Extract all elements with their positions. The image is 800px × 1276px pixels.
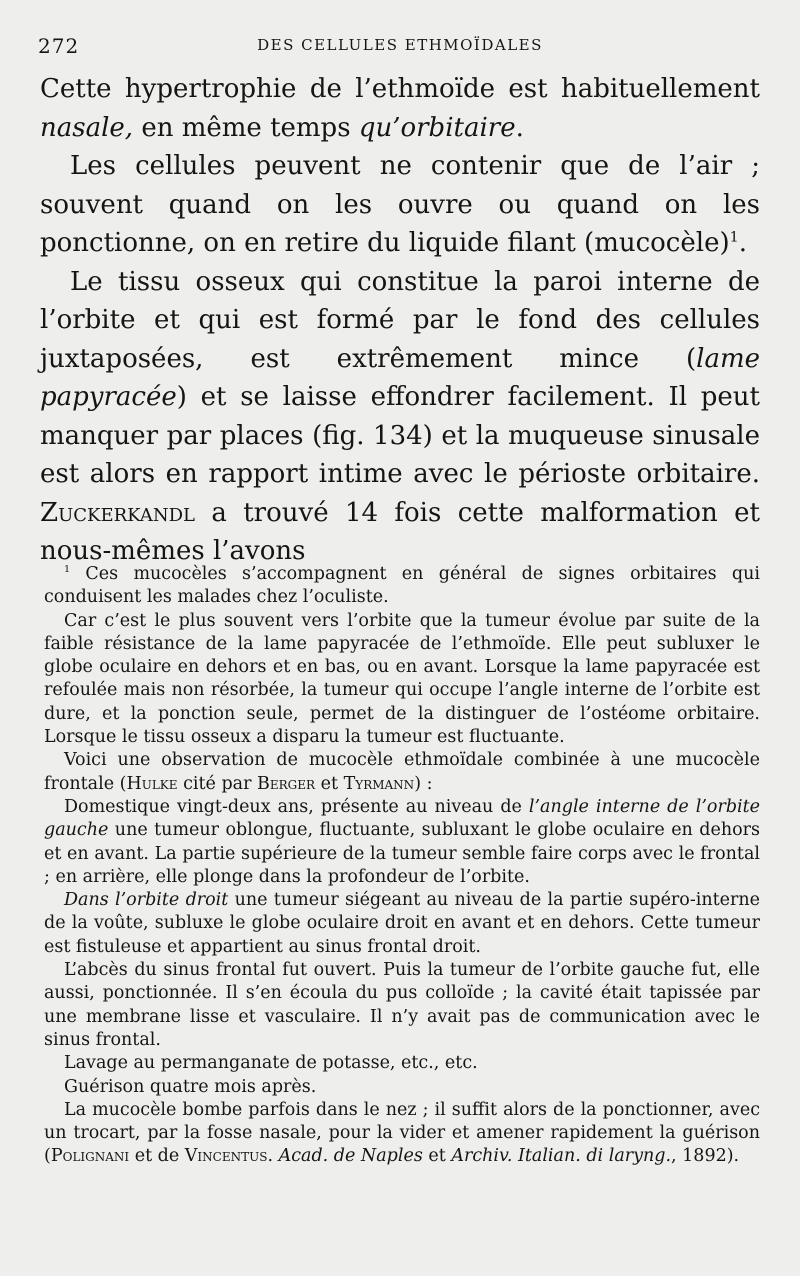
- text-run: .: [738, 228, 747, 258]
- author-name: Zuckerkandl: [40, 497, 195, 528]
- author-name: Tyrmann: [343, 773, 415, 794]
- text-run: a trouvé 14 fois cette malformation et nous-mêmes l’avons: [40, 497, 760, 566]
- main-paragraph-1: [40, 70, 760, 147]
- text-run: et: [422, 1146, 452, 1167]
- italic-run: Acad. de Naples: [278, 1146, 423, 1167]
- footnote-paragraph: [44, 796, 760, 889]
- italic-run: nasale,: [40, 112, 134, 143]
- text-run: Domestique vingt-deux ans, présente au niveau de: [64, 796, 529, 817]
- italic-run: Dans l’orbite droit: [64, 890, 229, 911]
- text-run: une tumeur siégeant au niveau de la partie supéro-interne de la voûte, subluxe le globe oculaire droit en avant et en dehors. Cette tumeur est fistuleuse et appartient au sinus frontal droit.: [44, 890, 760, 957]
- italic-run: Archiv. Italian. di laryng.: [451, 1146, 672, 1167]
- author-name: Vincentus: [184, 1146, 268, 1167]
- text-run: .: [515, 112, 524, 143]
- page-number: 272: [38, 34, 80, 58]
- italic-run: l’angle interne de l’orbite gauche: [44, 796, 761, 841]
- text-run: Le tissu osseux qui constitue la paroi interne de l’orbite et qui est formé par le fond des cellules juxtaposées, est extrêmement mince (: [40, 266, 760, 374]
- footnote-1: [44, 563, 760, 610]
- text-run: .: [267, 1146, 279, 1167]
- running-head: DES CELLULES ETHMOÏDALES: [257, 36, 543, 54]
- footnote-reference: 1: [729, 229, 739, 246]
- footnote-paragraph: [44, 749, 760, 796]
- italic-run: lame papyracée: [40, 343, 760, 412]
- author-name: Berger: [257, 773, 316, 794]
- footnote-paragraph: L’abcès du sinus frontal fut ouvert. Puis la tumeur de l’orbite gauche fut, elle aussi, ponctionnée. Il s’en écoula du pus colloïde ; la cavité était tapissée par une membrane lisse et vasculaire. Il n’y avait pas de communication avec le sinus frontal.: [44, 960, 760, 1050]
- text-run: Voici une observation de mucocèle ethmoïdale combinée à une mucocèle frontale (: [44, 750, 760, 794]
- text-run: et de: [129, 1146, 185, 1167]
- text-run: ) et se laisse effondrer facilement. Il peut manquer par places (fig. 134) et la muqueuse sinusale est alors en rapport intime avec le périoste orbitaire.: [40, 382, 760, 489]
- text-run: cité par: [177, 773, 258, 794]
- footnote-paragraph: Lavage au permanganate de potasse, etc., etc.: [64, 1053, 478, 1074]
- footnotes: [44, 563, 760, 1169]
- text-run: , 1892).: [671, 1146, 740, 1167]
- main-paragraph-3: [40, 263, 760, 571]
- italic-run: qu’orbitaire: [358, 112, 516, 143]
- text-run: ) :: [414, 773, 433, 794]
- text-run: Cette hypertrophie de l’ethmoïde est habituellement: [40, 74, 760, 104]
- text-run: et: [315, 773, 344, 794]
- footnote-mark: 1: [64, 564, 71, 576]
- footnote-paragraph: [44, 1099, 760, 1169]
- text-run: une tumeur oblongue, fluctuante, subluxant le globe oculaire en dehors et en avant. La partie supérieure de la tumeur semble faire corps avec le frontal ; en arrière, elle plonge dans la profondeur de l’orbite.: [44, 820, 760, 887]
- main-paragraph-2: [40, 147, 760, 263]
- author-name: Polignani: [50, 1146, 130, 1167]
- main-text: [40, 70, 760, 571]
- footnote-paragraph: Car c’est le plus souvent vers l’orbite que la tumeur évolue par suite de la faible résistance de la lame papyracée de l’ethmoïde. Elle peut subluxer le globe oculaire en dehors et en bas, ou en avant. Lorsque la lame papyracée est refoulée mais non résorbée, la tumeur qui occupe l’angle interne de l’orbite est dure, et la ponction seule, permet de la distinguer de l’ostéome orbitaire. Lorsque le tissu osseux a disparu la tumeur est fluctuante.: [44, 610, 760, 748]
- text-run: Les cellules peuvent ne contenir que de l’air ; souvent quand on les ouvre ou quand on les ponctionne, on en retire du liquide filant (mucocèle): [40, 151, 760, 258]
- footnote-paragraph: [44, 889, 760, 959]
- author-name: Hulke: [126, 773, 178, 794]
- text-run: en même temps: [133, 112, 359, 143]
- text-run: La mucocèle bombe parfois dans le nez ; il suffit alors de la ponctionner, avec un trocart, par la fosse nasale, pour la vider et amener rapidement la guérison (: [44, 1099, 760, 1167]
- text-run: Ces mucocèles s’accompagnent en général de signes orbitaires qui conduisent les malades chez l’oculiste.: [44, 564, 760, 608]
- footnote-paragraph: Guérison quatre mois après.: [64, 1076, 317, 1097]
- page-header: [38, 34, 762, 58]
